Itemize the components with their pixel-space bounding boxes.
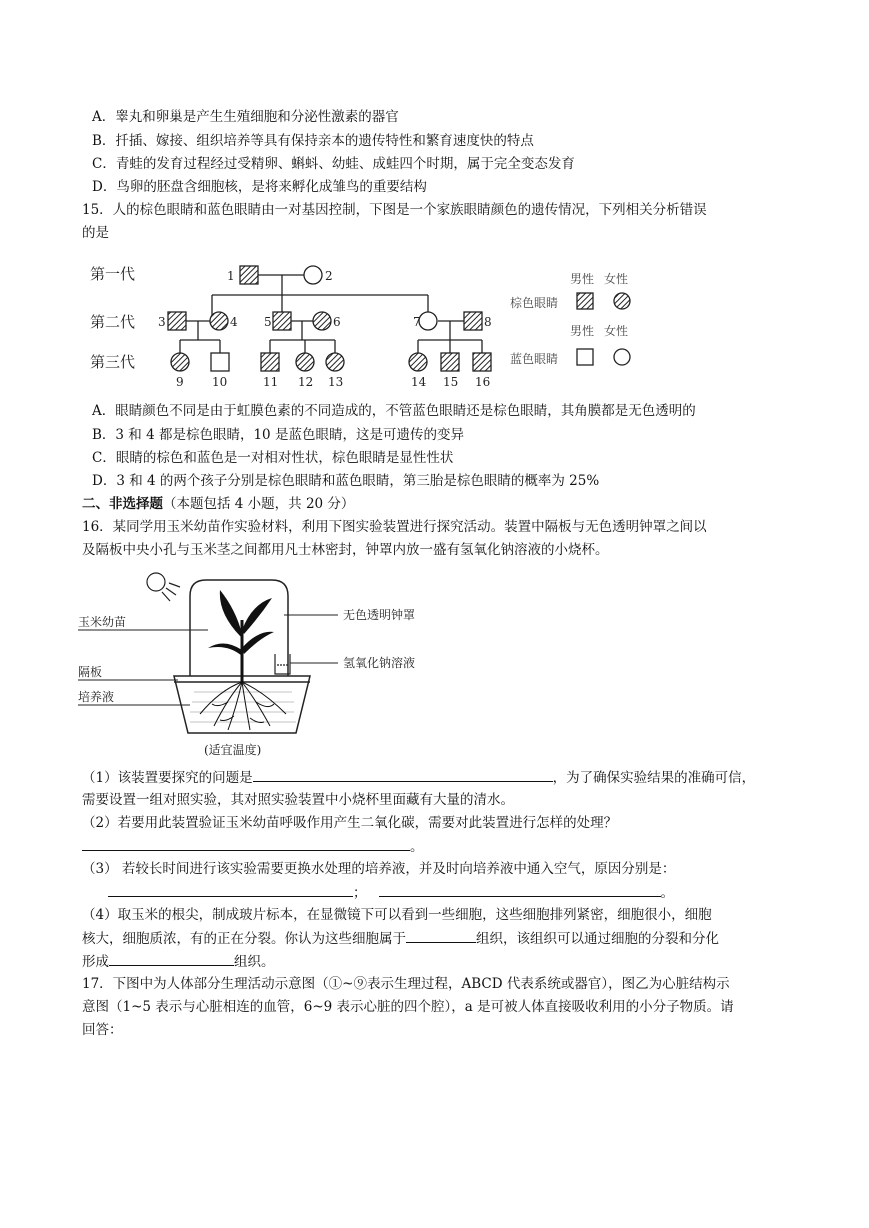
q16-part4-line3 <box>82 951 275 972</box>
q15-option-d: D．3 和 4 的两个孩子分别是棕色眼睛和蓝色眼睛，第三胎是棕色眼睛的概率为 25% <box>92 473 600 489</box>
q16-part3-prompt: （3） 若较长时间进行该实验需要更换水处理的培养液，并及时向培养液中通入空气，原因分别是： <box>82 861 676 877</box>
individual-6-label: 6 <box>333 315 341 329</box>
culture-label: 培养液 <box>78 690 115 704</box>
legend-male-label: 男性 <box>570 272 595 286</box>
experiment-apparatus-figure <box>78 568 458 763</box>
section-note: （本题包括 4 小题，共 20 分） <box>163 496 355 512</box>
legend-blue-female-symbol <box>614 349 630 365</box>
individual-12-label: 12 <box>298 375 314 389</box>
q16-part1-line1 <box>82 767 755 788</box>
q16-part1-prompt: （1）该装置要探究的问题是 <box>82 770 253 786</box>
q16-part4-line2 <box>82 928 719 949</box>
q16-part4-form-label: 形成 <box>82 954 109 970</box>
generation-1-label: 第一代 <box>90 265 136 283</box>
q16-part4-answer-blank-2[interactable] <box>109 951 234 966</box>
q15-stem-line2: 的是 <box>82 225 109 241</box>
q16-part1-continuation: ，为了确保实验结果的准确可信， <box>552 770 756 786</box>
sun-icon <box>147 573 165 591</box>
q17-stem-line3: 回答： <box>82 1022 123 1038</box>
q16-part4-tissue-suffix: 组织。 <box>234 954 275 970</box>
q16-stem-line2: 及隔板中央小孔与玉米茎之间都用凡士林密封，钟罩内放一盛有氢氧化钠溶液的小烧杯。 <box>82 542 609 558</box>
q16-part3-answer-blank-2[interactable] <box>379 882 661 897</box>
generation-2-label: 第二代 <box>90 313 136 331</box>
q15-option-a: A．眼睛颜色不同是由于虹膜色素的不同造成的，不管蓝色眼睛还是棕色眼睛，其角膜都是无色透明的 <box>92 403 696 419</box>
legend-blue-male-symbol <box>577 349 593 365</box>
partition-label: 隔板 <box>78 665 103 679</box>
individual-16-label: 16 <box>475 375 491 389</box>
q14-option-a: A．睾丸和卵巢是产生生殖细胞和分泌性激素的器官 <box>92 109 399 125</box>
q16-part2-answer-line <box>82 836 424 857</box>
individual-13-label: 13 <box>328 375 344 389</box>
legend-brown-male-symbol <box>577 293 593 309</box>
individual-7-label: 7 <box>413 315 421 329</box>
q15-option-c: C．眼睛的棕色和蓝色是一对相对性状，棕色眼睛是显性性状 <box>92 450 454 466</box>
individual-4-label: 4 <box>230 315 238 329</box>
individual-2-label: 2 <box>325 269 333 283</box>
q16-part2-period: 。 <box>410 839 424 855</box>
seedling-label: 玉米幼苗 <box>78 615 127 629</box>
section-title: 二、非选择题 <box>82 496 163 512</box>
q14-option-d: D．鸟卵的胚盘含细胞核，是将来孵化成雏鸟的重要结构 <box>92 179 427 195</box>
individual-15-label: 15 <box>443 375 459 389</box>
pedigree-chart <box>80 255 660 395</box>
individual-1-label: 1 <box>227 269 235 283</box>
q16-part3-answer-blank-1[interactable] <box>108 882 353 897</box>
q16-part4-answer-blank-1[interactable] <box>406 928 476 943</box>
q16-part3-answer-line <box>108 882 674 903</box>
individual-3-label: 3 <box>158 315 166 329</box>
legend-female-label: 女性 <box>604 272 629 286</box>
q16-part1-answer-blank[interactable] <box>253 767 553 782</box>
q15-stem-line1: 15．人的棕色眼睛和蓝色眼睛由一对基因控制，下图是一个家族眼睛颜色的遗传情况，下列相关分析错误 <box>82 202 707 218</box>
legend-female-label-2: 女性 <box>604 324 629 338</box>
individual-14-label: 14 <box>411 375 427 389</box>
generation-3-label: 第三代 <box>90 353 136 371</box>
legend-brown-label: 棕色眼睛 <box>510 296 559 310</box>
individual-5-label: 5 <box>264 315 272 329</box>
q15-option-b: B．3 和 4 都是棕色眼睛，10 是蓝色眼睛，这是可遗传的变异 <box>92 427 464 443</box>
q16-part4-prompt: 核大，细胞质浓，有的正在分裂。你认为这些细胞属于 <box>82 931 406 947</box>
q14-option-b: B．扦插、嫁接、组织培养等具有保持亲本的遗传特性和繁育速度快的特点 <box>92 133 534 149</box>
legend-male-label-2: 男性 <box>570 324 595 338</box>
corn-seedling <box>200 590 286 730</box>
individual-10-label: 10 <box>212 375 228 389</box>
q16-stem-line1: 16．某同学用玉米幼苗作实验材料，利用下图实验装置进行探究活动。装置中隔板与无色透明钟罩之间以 <box>82 519 707 535</box>
q16-part2-prompt: （2）若要用此装置验证玉米幼苗呼吸作用产生二氧化碳，需要对此装置进行怎样的处理？ <box>82 815 618 831</box>
individual-8-label: 8 <box>484 315 492 329</box>
q16-part3-period: 。 <box>660 885 674 901</box>
section-heading <box>82 494 354 514</box>
q16-part1-line2: 需要设置一组对照实验，其对照实验装置中小烧杯里面藏有大量的清水。 <box>82 792 514 808</box>
individual-11-label: 11 <box>263 375 279 389</box>
legend-blue-label: 蓝色眼睛 <box>510 352 559 366</box>
q17-stem-line2: 意图（1~5 表示与心脏相连的血管，6~9 表示心脏的四个腔），a 是可被人体直接吸收利用的小分子物质。请 <box>82 999 734 1015</box>
individual-9-label: 9 <box>176 375 184 389</box>
q17-stem-line1: 17．下图中为人体部分生理活动示意图（①~⑨表示生理过程，ABCD 代表系统或器官），图乙为心脏结构示 <box>82 976 730 992</box>
naoh-label: 氢氧化钠溶液 <box>343 656 416 670</box>
q16-part4-line1: （4）取玉米的根尖，制成玻片标本，在显微镜下可以看到一些细胞，这些细胞排列紧密，细胞很小，细胞 <box>82 907 712 923</box>
q14-option-c: C．青蛙的发育过程经过受精卵、蝌蚪、幼蛙、成蛙四个时期，属于完全变态发育 <box>92 156 575 172</box>
temperature-label: (适宜温度) <box>204 743 262 757</box>
q16-part3-separator: ； <box>353 885 367 901</box>
q16-part2-answer-blank[interactable] <box>82 836 410 851</box>
legend-brown-female-symbol <box>614 293 630 309</box>
q16-part4-continuation: 组织，该组织可以通过细胞的分裂和分化 <box>476 931 719 947</box>
bell-jar-label: 无色透明钟罩 <box>343 608 416 622</box>
